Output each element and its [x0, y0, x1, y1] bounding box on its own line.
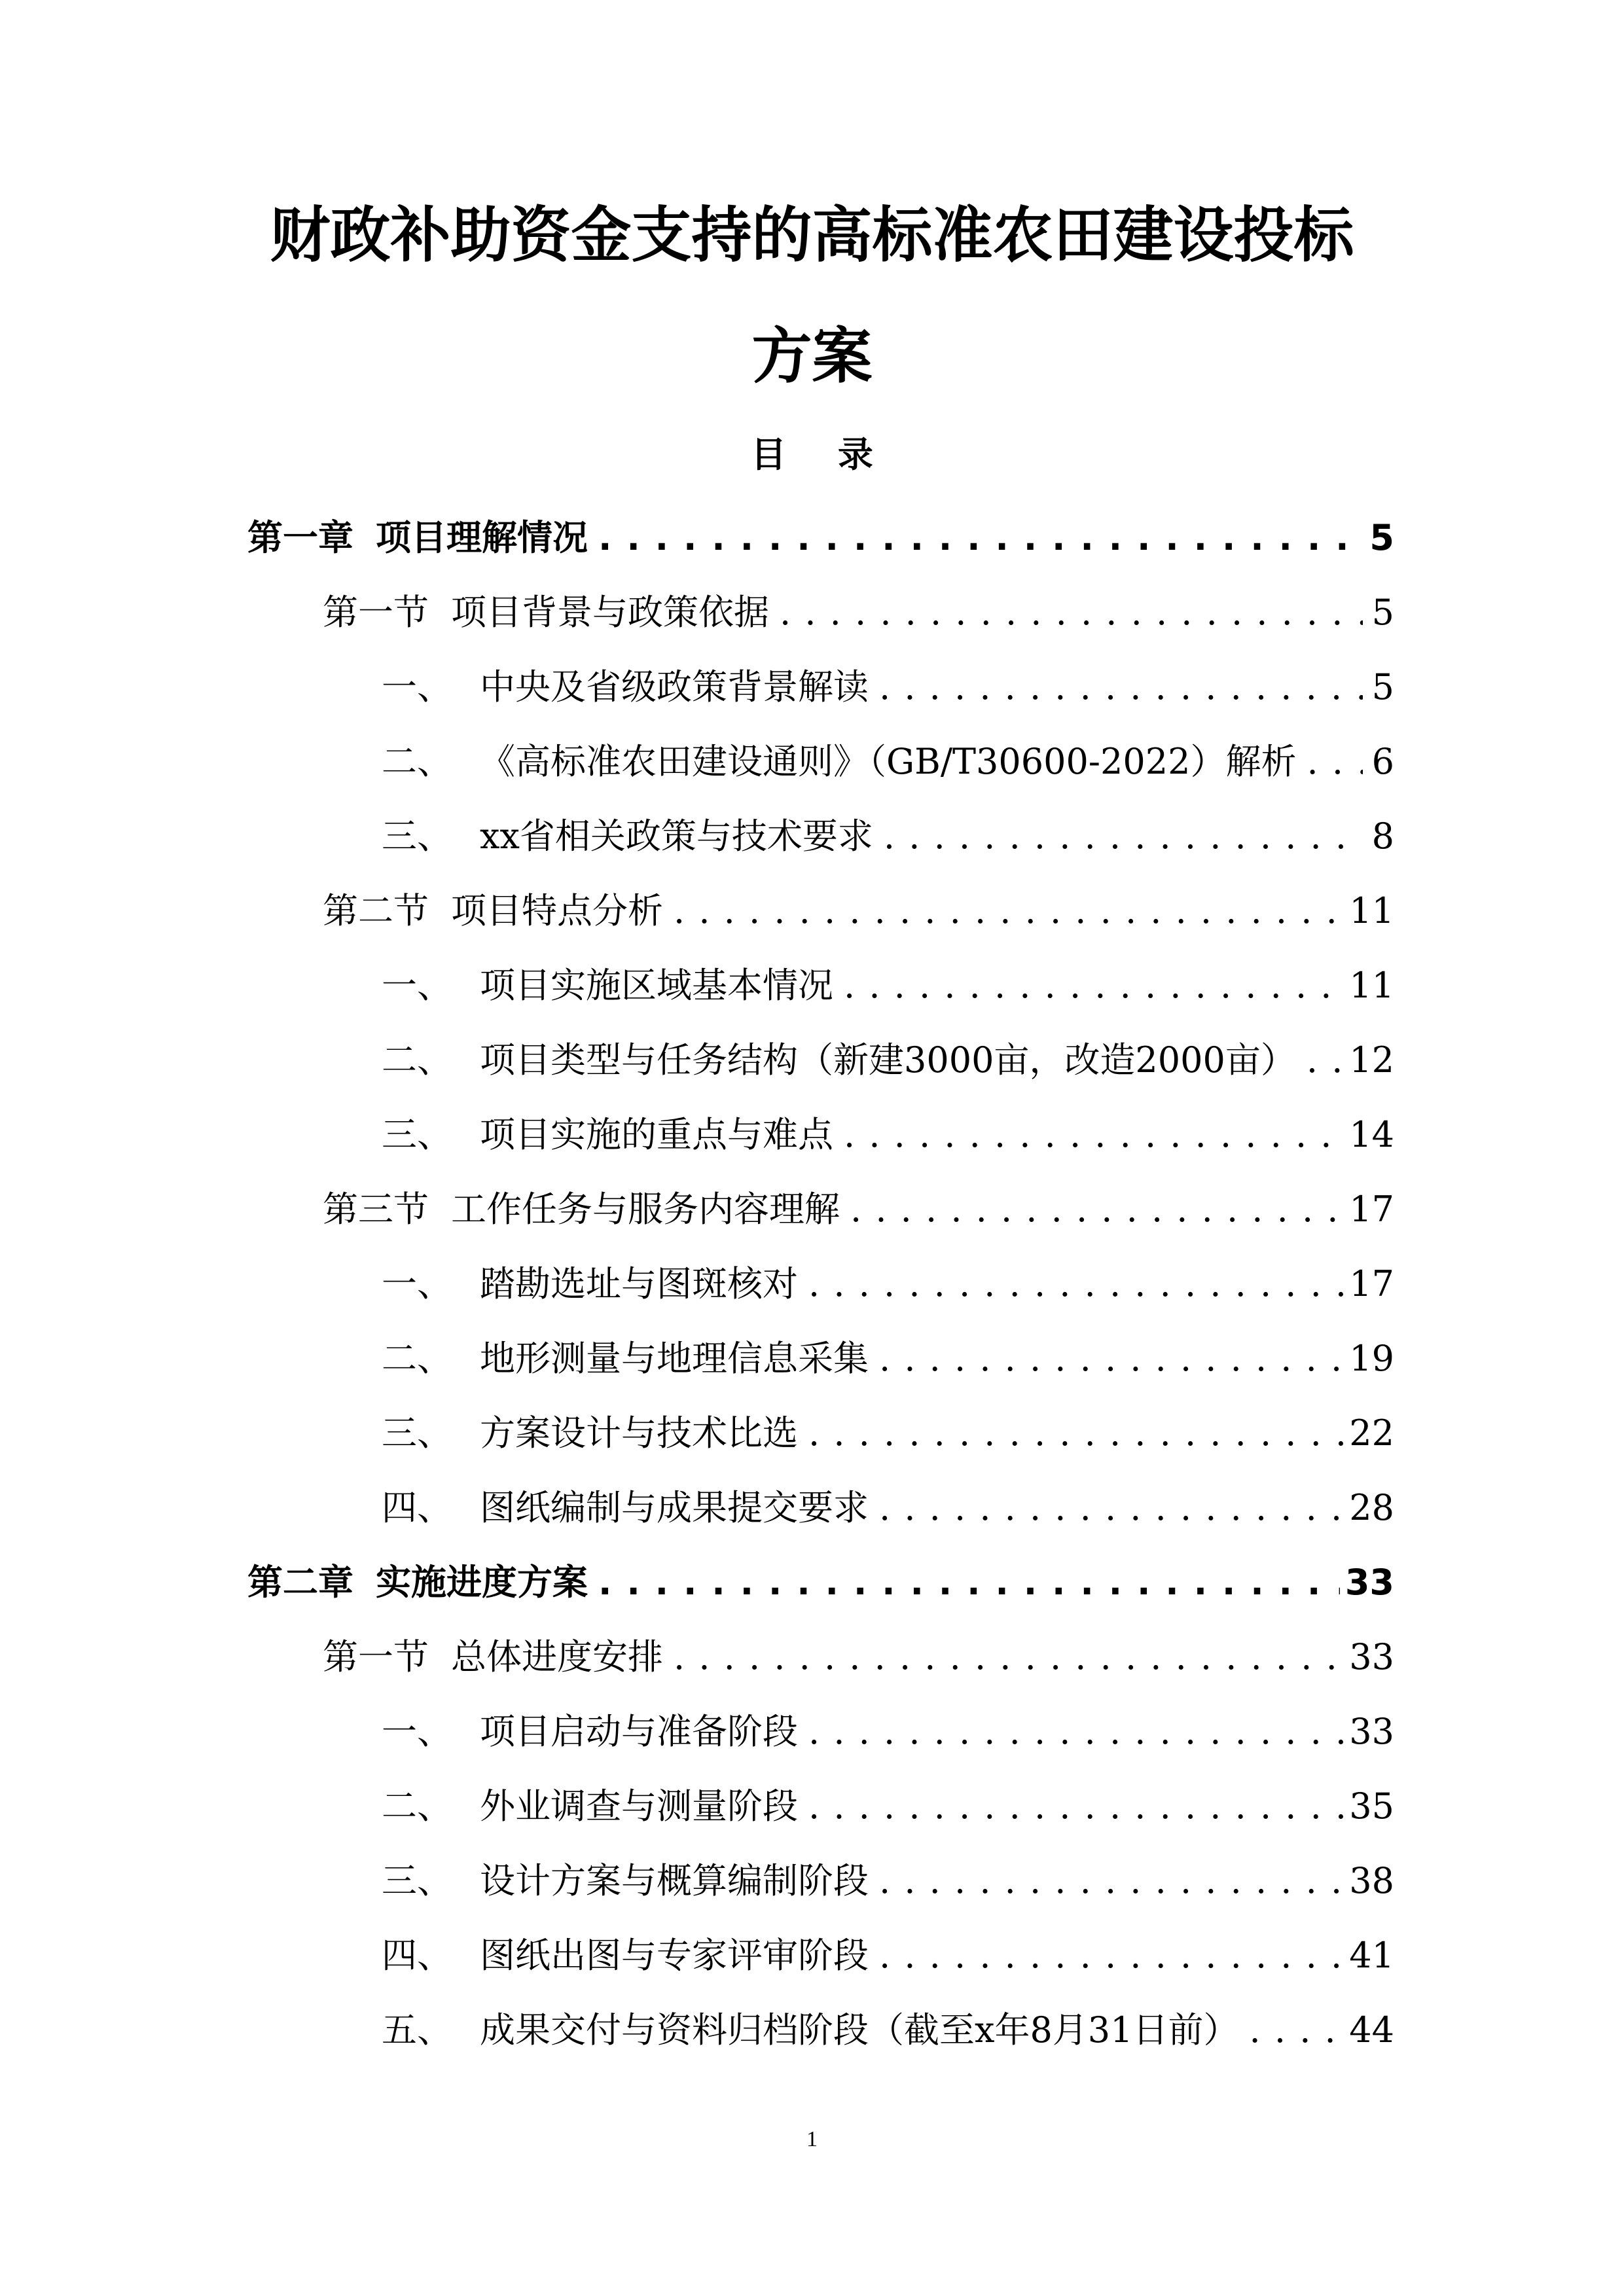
toc-entry-number: 一、 [382, 965, 452, 1006]
toc-entry-page: 5 [1369, 517, 1394, 558]
toc-entry-label: 地形测量与地理信息采集 [480, 1338, 869, 1379]
toc-dot-leader [850, 1172, 1344, 1247]
toc-entry-level-3[interactable] [247, 1471, 1394, 1545]
toc-entry-label: 总体进度安排 [451, 1636, 663, 1677]
toc-entry-page: 28 [1349, 1487, 1394, 1528]
toc-dot-leader [780, 575, 1363, 650]
toc-dot-leader [879, 1321, 1344, 1396]
toc-entry-page: 11 [1349, 965, 1394, 1006]
toc-entry-level-2[interactable] [247, 1620, 1394, 1695]
toc-entry-number: 二、 [382, 741, 452, 782]
toc-dot-leader [1250, 1993, 1344, 2068]
toc-entry-number: 三、 [382, 816, 452, 857]
toc-entry-level-3[interactable] [247, 1844, 1394, 1918]
toc-entry-level-3[interactable] [247, 948, 1394, 1023]
toc-entry-label: 方案设计与技术比选 [480, 1412, 798, 1454]
toc-dot-leader [879, 650, 1363, 725]
toc-dot-leader [844, 1098, 1344, 1172]
toc-entry-label: xx省相关政策与技术要求 [480, 816, 873, 857]
toc-entry-number: 四、 [382, 1487, 452, 1528]
toc-entry-level-2[interactable] [247, 1172, 1394, 1247]
toc-heading: 目 录 [751, 434, 893, 475]
toc-dot-leader [884, 799, 1363, 874]
toc-entry-level-3[interactable] [247, 1247, 1394, 1321]
toc-entry-label: 项目实施区域基本情况 [480, 965, 833, 1006]
toc-dot-leader [879, 1471, 1344, 1545]
toc-entry-page: 8 [1371, 816, 1394, 857]
toc-entry-page: 17 [1349, 1189, 1394, 1230]
toc-entry-number: 第一节 [323, 592, 429, 633]
document-title-line-2: 方案 [751, 321, 873, 391]
toc-entry-label: 中央及省级政策背景解读 [480, 666, 869, 708]
toc-entry-label: 项目特点分析 [451, 890, 663, 931]
toc-entry-number: 三、 [382, 1114, 452, 1155]
toc-dot-leader [808, 1396, 1344, 1471]
toc-dot-leader [1307, 1023, 1344, 1098]
toc-dot-leader [598, 1545, 1340, 1620]
toc-entry-level-3[interactable] [247, 1098, 1394, 1172]
document-title-line-1: 财政补助资金支持的高标准农田建设投标 [270, 200, 1354, 270]
toc-entry-level-1[interactable] [247, 501, 1394, 575]
toc-entry-page: 33 [1349, 1711, 1394, 1752]
toc-entry-page: 6 [1371, 741, 1394, 782]
toc-entry-number: 第二章 [247, 1562, 353, 1603]
toc-entry-level-3[interactable] [247, 1321, 1394, 1396]
toc-entry-level-3[interactable] [247, 1396, 1394, 1471]
toc-entry-level-3[interactable] [247, 1695, 1394, 1769]
toc-entry-label: 设计方案与概算编制阶段 [480, 1860, 869, 1901]
toc-entry-page: 17 [1349, 1263, 1394, 1304]
toc-entry-level-3[interactable] [247, 725, 1394, 799]
toc-entry-number: 二、 [382, 1338, 452, 1379]
toc-entry-label: 项目理解情况 [376, 517, 588, 558]
toc-entry-number: 三、 [382, 1412, 452, 1454]
toc-dot-leader [808, 1247, 1344, 1321]
toc-entry-label: 图纸编制与成果提交要求 [480, 1487, 869, 1528]
toc-entry-page: 33 [1344, 1562, 1394, 1603]
toc-entry-page: 19 [1349, 1338, 1394, 1379]
toc-entry-page: 41 [1349, 1935, 1394, 1976]
toc-entry-label: 项目背景与政策依据 [451, 592, 769, 633]
toc-entry-number: 一、 [382, 1711, 452, 1752]
toc-entry-number: 二、 [382, 1039, 452, 1081]
toc-entry-label: 项目启动与准备阶段 [480, 1711, 798, 1752]
toc-entry-label: 外业调查与测量阶段 [480, 1785, 798, 1827]
toc-dot-leader [879, 1918, 1344, 1993]
toc-entry-page: 14 [1349, 1114, 1394, 1155]
toc-entry-number: 第三节 [323, 1189, 429, 1230]
toc-entry-page: 11 [1349, 890, 1394, 931]
toc-entry-level-1[interactable] [247, 1545, 1394, 1620]
toc-entry-label: 踏勘选址与图斑核对 [480, 1263, 798, 1304]
table-of-contents [247, 501, 1394, 2068]
toc-entry-page: 5 [1371, 592, 1394, 633]
toc-entry-label: 成果交付与资料归档阶段（截至x年8月31日前） [480, 2009, 1239, 2051]
toc-dot-leader [879, 1844, 1344, 1918]
toc-entry-label: 《高标准农田建设通则》（GB/T30600-2022）解析 [480, 741, 1297, 782]
toc-dot-leader [844, 948, 1344, 1023]
toc-entry-page: 35 [1349, 1785, 1394, 1827]
toc-entry-level-3[interactable] [247, 1769, 1394, 1844]
toc-dot-leader [1307, 725, 1363, 799]
toc-entry-page: 44 [1349, 2009, 1394, 2051]
toc-entry-level-2[interactable] [247, 874, 1394, 948]
toc-entry-label: 项目类型与任务结构（新建3000亩，改造2000亩） [480, 1039, 1296, 1081]
toc-entry-page: 5 [1371, 666, 1394, 708]
toc-entry-label: 实施进度方案 [376, 1562, 588, 1603]
toc-entry-label: 工作任务与服务内容理解 [451, 1189, 840, 1230]
toc-entry-number: 第二节 [323, 890, 429, 931]
toc-entry-level-3[interactable] [247, 1023, 1394, 1098]
toc-entry-level-3[interactable] [247, 1993, 1394, 2068]
toc-entry-number: 三、 [382, 1860, 452, 1901]
toc-dot-leader [598, 501, 1363, 575]
toc-entry-level-3[interactable] [247, 799, 1394, 874]
toc-entry-page: 22 [1349, 1412, 1394, 1454]
toc-entry-level-3[interactable] [247, 650, 1394, 725]
toc-entry-page: 33 [1349, 1636, 1394, 1677]
toc-entry-number: 第一节 [323, 1636, 429, 1677]
toc-entry-label: 项目实施的重点与难点 [480, 1114, 833, 1155]
toc-entry-number: 四、 [382, 1935, 452, 1976]
toc-entry-number: 二、 [382, 1785, 452, 1827]
toc-entry-number: 第一章 [247, 517, 353, 558]
toc-entry-number: 一、 [382, 1263, 452, 1304]
toc-entry-level-3[interactable] [247, 1918, 1394, 1993]
toc-entry-page: 12 [1349, 1039, 1394, 1081]
toc-dot-leader [674, 874, 1344, 948]
toc-entry-page: 38 [1349, 1860, 1394, 1901]
toc-entry-number: 五、 [382, 2009, 452, 2051]
toc-dot-leader [808, 1769, 1344, 1844]
toc-dot-leader [808, 1695, 1344, 1769]
toc-entry-number: 一、 [382, 666, 452, 708]
page-number: 1 [806, 2127, 818, 2151]
toc-dot-leader [674, 1620, 1344, 1695]
toc-entry-level-2[interactable] [247, 575, 1394, 650]
toc-entry-label: 图纸出图与专家评审阶段 [480, 1935, 869, 1976]
